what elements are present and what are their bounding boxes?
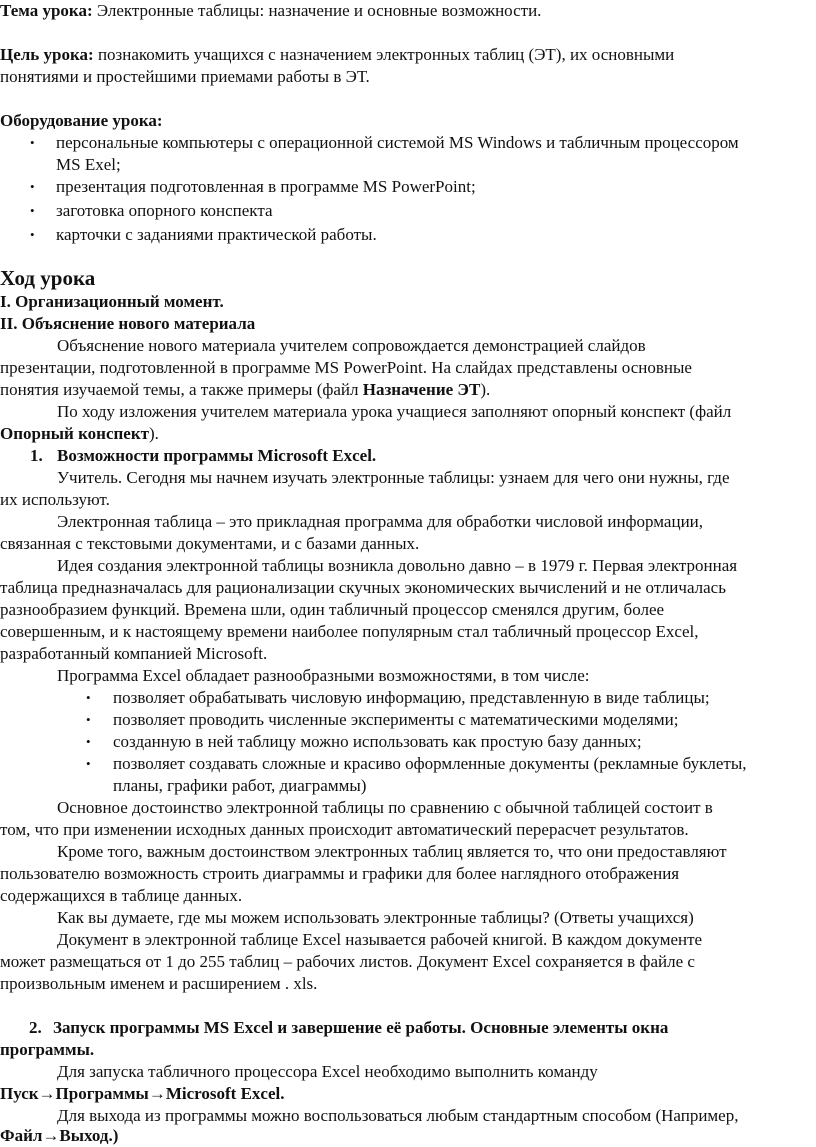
command-path: Файл→Выход.) <box>0 1126 119 1145</box>
command-path: Пуск→Программы→Microsoft Excel. <box>0 1084 285 1103</box>
section-2-title: Запуск программы MS Excel и завершение её работы. Основные элементы окна <box>53 1018 669 1037</box>
paragraph-line: Как вы думаете, где мы можем использовать электронные таблицы? (Ответы учащихся) <box>57 908 694 927</box>
equipment-item: персональные компьютеры с операционной системой MS Windows и табличным процессором <box>56 133 739 152</box>
section-1-title: Возможности программы Microsoft Excel. <box>57 446 377 465</box>
text-run: ). <box>148 424 159 443</box>
equipment-item: презентация подготовленная в программе MS PowerPoint; <box>56 177 476 196</box>
topic-label: Тема урока: <box>0 1 93 20</box>
file-name-bold: Назначение ЭТ <box>362 380 481 399</box>
equipment-item: карточки с заданиями практической работы. <box>56 225 377 244</box>
feature-item: позволяет создавать сложные и красиво оформленные документы (рекламные буклеты, <box>113 754 747 773</box>
paragraph-line: содержащихся в таблице данных. <box>0 886 243 905</box>
equipment-item-cont: MS Exel; <box>56 155 121 174</box>
text-run: ). <box>480 380 491 399</box>
paragraph-line: разнообразием функций. Времена шли, один табличный процессор сменялся другим, более <box>0 600 665 619</box>
paragraph-line: их используют. <box>0 490 110 509</box>
bullet-icon: • <box>86 756 91 771</box>
paragraph-line: презентации, подготовленной в программе MS PowerPoint. На слайдах представлены основные <box>0 358 692 377</box>
course-heading: Ход урока <box>0 266 96 290</box>
bullet-icon: • <box>30 203 35 218</box>
paragraph-line: связанная с текстовыми документами, и с базами данных. <box>0 534 420 553</box>
paragraph-line: Электронная таблица – это прикладная программа для обработки числовой информации, <box>57 512 704 531</box>
paragraph-line: Кроме того, важным достоинством электронных таблиц является то, что они предоставляют <box>57 842 727 861</box>
paragraph-line: Документ в электронной таблице Excel называется рабочей книгой. В каждом документе <box>57 930 703 949</box>
feature-item-cont: планы, графики работ, диаграммы) <box>113 776 367 795</box>
paragraph-line: разработанный компанией Microsoft. <box>0 644 268 663</box>
paragraph-line: может размещаться от 1 до 255 таблиц – рабочих листов. Документ Excel сохраняется в файле с <box>0 952 695 971</box>
equipment-heading: Оборудование урока: <box>0 111 163 130</box>
paragraph-line: пользователю возможность строить диаграммы и графики для более наглядного отображения <box>0 864 680 883</box>
paragraph-line: По ходу изложения учителем материала урока учащиеся заполняют опорный конспект (файл <box>57 402 732 421</box>
paragraph-line: Программа Excel обладает разнообразными возможностями, в том числе: <box>57 666 590 685</box>
paragraph-line: Идея создания электронной таблицы возникла довольно давно – в 1979 г. Первая электронная <box>57 556 738 575</box>
paragraph-line: Объяснение нового материала учителем сопровождается демонстрацией слайдов <box>57 336 646 355</box>
bullet-icon: • <box>30 135 35 150</box>
section-1-number: 1. <box>30 446 43 465</box>
paragraph-line <box>0 379 490 401</box>
paragraph-line: таблица предназначалась для рационализации скучных экономических вычислений и не отличалась <box>0 578 726 597</box>
paragraph-line: совершенным, и к настоящему времени наиболее популярным стал табличный процессор Excel, <box>0 622 699 641</box>
bullet-icon: • <box>86 734 91 749</box>
goal-label: Цель урока: <box>0 45 94 64</box>
feature-item: созданную в ней таблицу можно использовать как простую базу данных; <box>113 732 642 751</box>
text-run: понятия изучаемой темы, а также примеры (файл <box>0 380 363 399</box>
stage-1-heading: I. Организационный момент. <box>0 292 224 311</box>
paragraph-line: Для запуска табличного процессора Excel необходимо выполнить команду <box>57 1062 598 1081</box>
lesson-goal <box>0 44 674 66</box>
file-name-bold: Опорный конспект <box>0 424 149 443</box>
equipment-item: заготовка опорного конспекта <box>56 201 273 220</box>
section-2-number: 2. <box>29 1018 42 1037</box>
paragraph-line <box>0 423 159 445</box>
lesson-topic <box>0 0 541 22</box>
feature-item: позволяет обрабатывать числовую информацию, представленную в виде таблицы; <box>113 688 710 707</box>
bullet-icon: • <box>30 227 35 242</box>
bullet-icon: • <box>30 179 35 194</box>
section-2-title-cont: программы. <box>0 1040 95 1059</box>
goal-text: познакомить учащихся с назначением электронных таблиц (ЭТ), их основными <box>93 45 675 64</box>
paragraph-line: Основное достоинство электронной таблицы по сравнению с обычной таблицей состоит в <box>57 798 713 817</box>
feature-item: позволяет проводить численные эксперименты с математическими моделями; <box>113 710 679 729</box>
paragraph-line: произвольным именем и расширением . xls. <box>0 974 318 993</box>
bullet-icon: • <box>86 690 91 705</box>
bullet-icon: • <box>86 712 91 727</box>
paragraph-line: Учитель. Сегодня мы начнем изучать электронные таблицы: узнаем для чего они нужны, где <box>57 468 730 487</box>
paragraph-line: том, что при изменении исходных данных происходит автоматический перерасчет результатов. <box>0 820 689 839</box>
goal-text-line-2: понятиями и простейшими приемами работы в ЭТ. <box>0 67 370 86</box>
paragraph-line: Для выхода из программы можно воспользоваться любым стандартным способом (Например, <box>57 1106 739 1125</box>
stage-2-heading: II. Объяснение нового материала <box>0 314 256 333</box>
topic-text: Электронные таблицы: назначение и основные возможности. <box>92 1 542 20</box>
